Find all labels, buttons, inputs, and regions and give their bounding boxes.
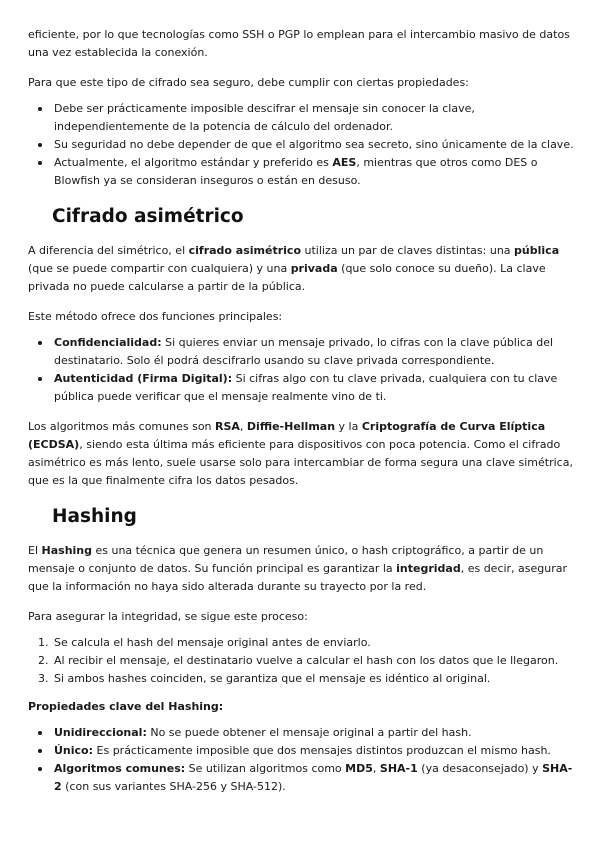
intro-paragraph: eficiente, por lo que tecnologías como SSH o PGP lo emplean para el intercambio masivo de datos una vez establecida la conexión. xyxy=(28,28,570,59)
list-item: 1. Se calcula el hash del mensaje original antes de enviarlo. xyxy=(52,634,576,652)
list-item: • Autenticidad (Firma Digital): Si cifras algo con tu clave privada, cualquiera con tu clave pública puede verificar que el mensaje realmente vino de ti. xyxy=(52,370,576,406)
asymmetric-intro: A diferencia del simétrico, el cifrado asimétrico utiliza un par de claves distintas: una pública (que se puede compartir con cualquiera) y una privada (que solo conoce su dueño). La clave privada no puede calcularse a partir de la pública. xyxy=(28,244,560,293)
document-page xyxy=(28,26,576,796)
list-item: • Actualmente, el algoritmo estándar y preferido es AES, mientras que otros como DES o Blowfish ya se consideran inseguros o están en desuso. xyxy=(52,154,576,190)
hashing-intro: El Hashing es una técnica que genera un resumen único, o hash criptográfico, a partir de un mensaje o conjunto de datos. Su función principal es garantizar la integridad, es decir, asegurar que la información no haya sido alterada durante su trayecto por la red. xyxy=(28,544,568,593)
list-item: • Confidencialidad: Si quieres enviar un mensaje privado, lo cifras con la clave pública del destinatario. Solo él podrá descifrarlo usando su clave privada correspondiente. xyxy=(52,334,576,370)
symmetric-properties-list xyxy=(28,100,576,190)
list-item: 3. Si ambos hashes coinciden, se garantiza que el mensaje es idéntico al original. xyxy=(52,670,576,688)
list-item: • Unidireccional: No se puede obtener el mensaje original a partir del hash. xyxy=(52,724,576,742)
asymmetric-functions-list xyxy=(28,334,576,406)
properties-subheading: Propiedades clave del Hashing: xyxy=(28,700,224,713)
hashing-properties-list xyxy=(28,724,576,796)
functions-intro: Este método ofrece dos funciones principales: xyxy=(28,310,283,323)
section-heading-asymmetric: Cifrado asimétrico xyxy=(52,206,244,227)
list-item: • Su seguridad no debe depender de que el algoritmo sea secreto, sino únicamente de la clave. xyxy=(52,136,576,154)
aes-term: AES xyxy=(332,156,357,169)
list-item: • Algoritmos comunes: Se utilizan algoritmos como MD5, SHA-1 (ya desaconsejado) y SHA-2 (con sus variantes SHA-256 y SHA-512). xyxy=(52,760,576,796)
list-item: • Único: Es prácticamente imposible que dos mensajes distintos produzcan el mismo hash. xyxy=(52,742,576,760)
properties-intro: Para que este tipo de cifrado sea seguro, debe cumplir con ciertas propiedades: xyxy=(28,76,469,89)
list-item: 2. Al recibir el mensaje, el destinatario vuelve a calcular el hash con los datos que le llegaron. xyxy=(52,652,576,670)
list-item: • Debe ser prácticamente imposible descifrar el mensaje sin conocer la clave, independientemente de la potencia de cálculo del ordenador. xyxy=(52,100,576,136)
process-steps-list xyxy=(28,634,576,688)
process-intro: Para asegurar la integridad, se sigue este proceso: xyxy=(28,610,308,623)
algorithms-paragraph: Los algoritmos más comunes son RSA, Diffie-Hellman y la Criptografía de Curva Elíptica (ECDSA), siendo esta última más eficiente para dispositivos con poca potencia. Como el cifrado asimétrico es más lento, suele usarse solo para intercambiar de forma segura una clave simétrica, que es la que finalmente cifra los datos pesados. xyxy=(28,420,573,487)
section-heading-hashing: Hashing xyxy=(52,506,137,527)
